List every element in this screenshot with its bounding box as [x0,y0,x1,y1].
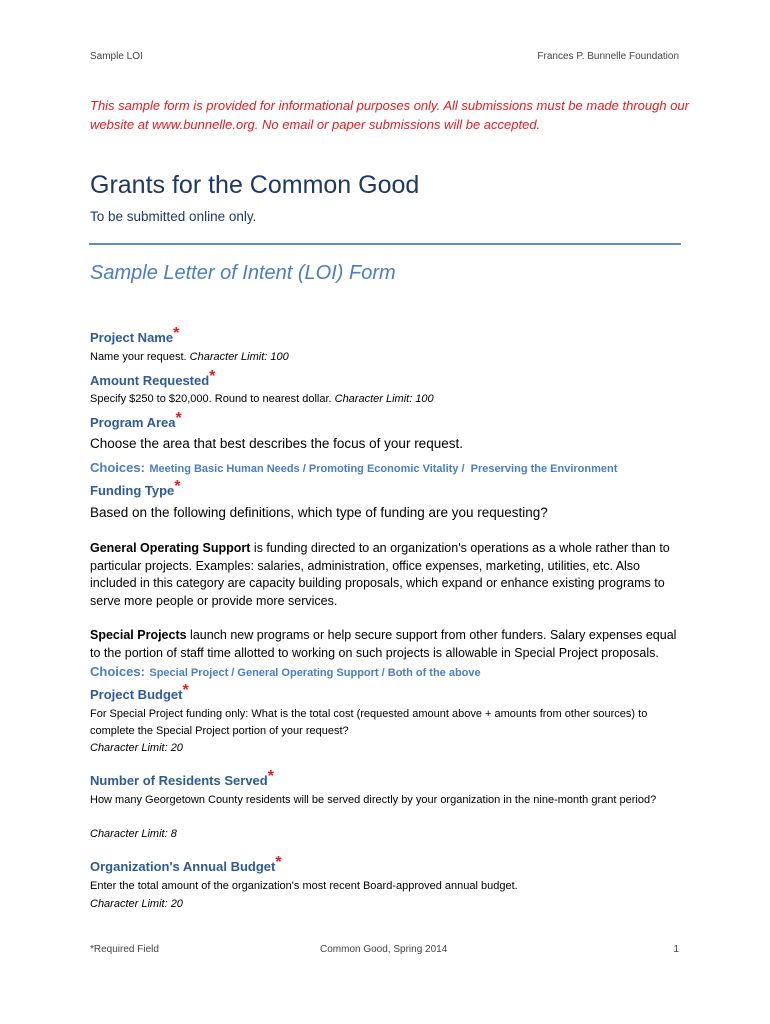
residents-served-limit: Character Limit: 8 [90,828,177,840]
footer-edition: Common Good, Spring 2014 [320,944,448,955]
amount-requested-label: Amount Requested* [90,368,216,388]
header-left: Sample LOI [90,51,143,62]
disclaimer-notice: This sample form is provided for informational purposes only. All submissions must be made through our website at www.bunnelle.org. No email or paper submissions will be accepted. [90,98,689,132]
funding-type-label: Funding Type* [90,478,181,498]
title-divider [89,243,681,245]
special-projects-definition: Special Projects launch new programs or help secure support from other funders. Salary expenses equal to the portion of staff time allotted to working on such projects is allowable in Special Project proposals. [90,628,677,660]
header-right: Frances P. Bunnelle Foundation [537,51,679,62]
required-marker: * [267,768,274,785]
page-title: Grants for the Common Good [90,171,420,199]
project-budget-limit: Character Limit: 20 [90,742,183,754]
character-limit: Character Limit: 100 [334,393,434,405]
project-name-label: Project Name* [90,325,180,345]
footer-required-note: *Required Field [90,944,159,955]
page-number: 1 [673,944,679,955]
required-marker: * [209,368,216,385]
amount-requested-desc: Specify $250 to $20,000. Round to nearest dollar. Character Limit: 100 [90,393,434,405]
form-title: Sample Letter of Intent (LOI) Form [90,262,396,284]
annual-budget-label: Organization's Annual Budget* [90,854,282,874]
residents-served-desc: How many Georgetown County residents will be served directly by your organization in the nine-month grant period? [90,794,657,806]
funding-type-choices: Choices: Special Project / General Operating Support / Both of the above [90,664,481,679]
annual-budget-desc: Enter the total amount of the organization's most recent Board-approved annual budget. [90,880,518,892]
page-subtitle: To be submitted online only. [90,209,257,224]
required-marker: * [174,478,181,495]
funding-type-desc: Based on the following definitions, which type of funding are you requesting? [90,505,548,520]
program-area-label: Program Area* [90,410,182,430]
program-area-choices: Choices: Meeting Basic Human Needs / Promoting Economic Vitality / Preserving the Environment [90,460,618,475]
required-marker: * [173,325,180,342]
program-area-desc: Choose the area that best describes the focus of your request. [90,436,463,451]
residents-served-label: Number of Residents Served* [90,768,274,788]
required-marker: * [182,682,189,699]
character-limit: Character Limit: 100 [189,351,289,363]
project-name-desc: Name your request. Character Limit: 100 [90,351,289,363]
general-operating-support-definition: General Operating Support is funding directed to an organization's operations as a whole rather than to particular projects. Examples: salaries, administration, office expenses, marketing, utilities, etc. Also included in this category are capacity building proposals, which expand or enhance existing programs to serve more people or provide more services. [90,541,670,608]
project-budget-desc: For Special Project funding only: What is the total cost (requested amount above + amounts from other sources) to complete the Special Project portion of your request? [90,708,648,737]
annual-budget-limit: Character Limit: 20 [90,898,183,910]
required-marker: * [275,854,282,871]
required-marker: * [175,410,182,427]
project-budget-label: Project Budget* [90,682,189,702]
